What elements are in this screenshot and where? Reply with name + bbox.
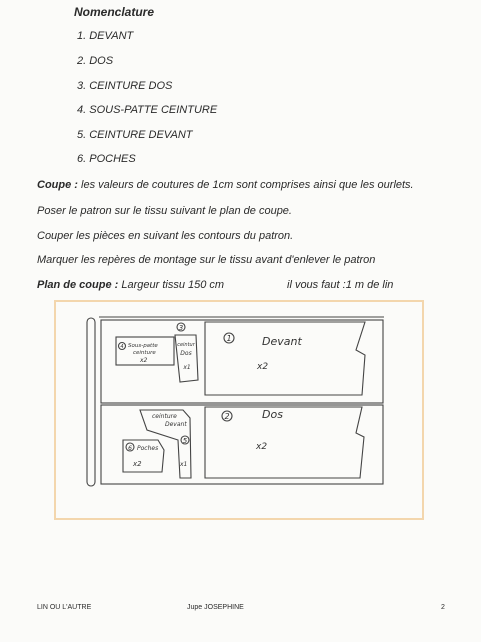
ceinture-dos-label1: ceintur: [177, 342, 195, 348]
instruction-3: Marquer les repères de montage sur le tissu avant d'enlever le patron: [37, 254, 376, 266]
footer-page-number: 2: [441, 604, 445, 611]
nomenclature-item-5: 5. CEINTURE DEVANT: [77, 129, 193, 141]
nomenclature-heading: Nomenclature: [74, 5, 155, 19]
coupe-label: Coupe :: [37, 179, 78, 191]
ceinture-devant-label2: Devant: [165, 421, 187, 428]
ceinture-devant-label1: ceinture: [152, 413, 177, 420]
instruction-1: Poser le patron sur le tissu suivant le plan de coupe.: [37, 205, 292, 217]
poches-label: Poches: [137, 445, 159, 452]
sous-patte-number: 4: [120, 344, 124, 350]
dos-qty: x2: [256, 442, 268, 452]
dos-label: Dos: [262, 408, 283, 421]
nomenclature-item-3: 3. CEINTURE DOS: [77, 80, 173, 92]
nomenclature-item-4: 4. SOUS-PATTE CEINTURE: [77, 104, 218, 116]
dos-number: 2: [224, 412, 230, 421]
devant-number: 1: [226, 334, 232, 343]
nomenclature-item-6: 6. POCHES: [77, 153, 136, 165]
plan-label: Plan de coupe :: [37, 279, 119, 291]
poches-qty: x2: [133, 460, 142, 468]
ceinture-dos-qty: x1: [183, 364, 191, 371]
sous-patte-qty: x2: [140, 357, 148, 364]
nomenclature-item-2: 2. DOS: [77, 55, 114, 67]
fold-bar: [87, 318, 95, 486]
footer-title: Jupe JOSEPHINE: [187, 604, 244, 611]
ceinture-dos-number: 3: [178, 324, 184, 332]
ceinture-devant-number: 5: [182, 437, 188, 445]
devant-qty: x2: [257, 362, 269, 372]
plan-need: il vous faut :1 m de lin: [287, 279, 394, 291]
devant-label: Devant: [262, 335, 302, 348]
nomenclature-item-1: 1. DEVANT: [77, 30, 134, 42]
footer-brand: LIN OU L'AUTRE: [37, 604, 92, 611]
coupe-text: les valeurs de coutures de 1cm sont comprises ainsi que les ourlets.: [77, 179, 414, 191]
plan-width: Largeur tissu 150 cm: [118, 279, 225, 291]
sous-patte-label1: Sous-patte: [128, 343, 158, 349]
sous-patte-label2: ceinture: [133, 350, 156, 356]
poches-number: 6: [128, 445, 132, 452]
ceinture-devant-qty: x1: [180, 461, 188, 468]
instruction-2: Couper les pièces en suivant les contours du patron.: [37, 230, 294, 242]
ceinture-dos-label2: Dos: [180, 350, 192, 357]
